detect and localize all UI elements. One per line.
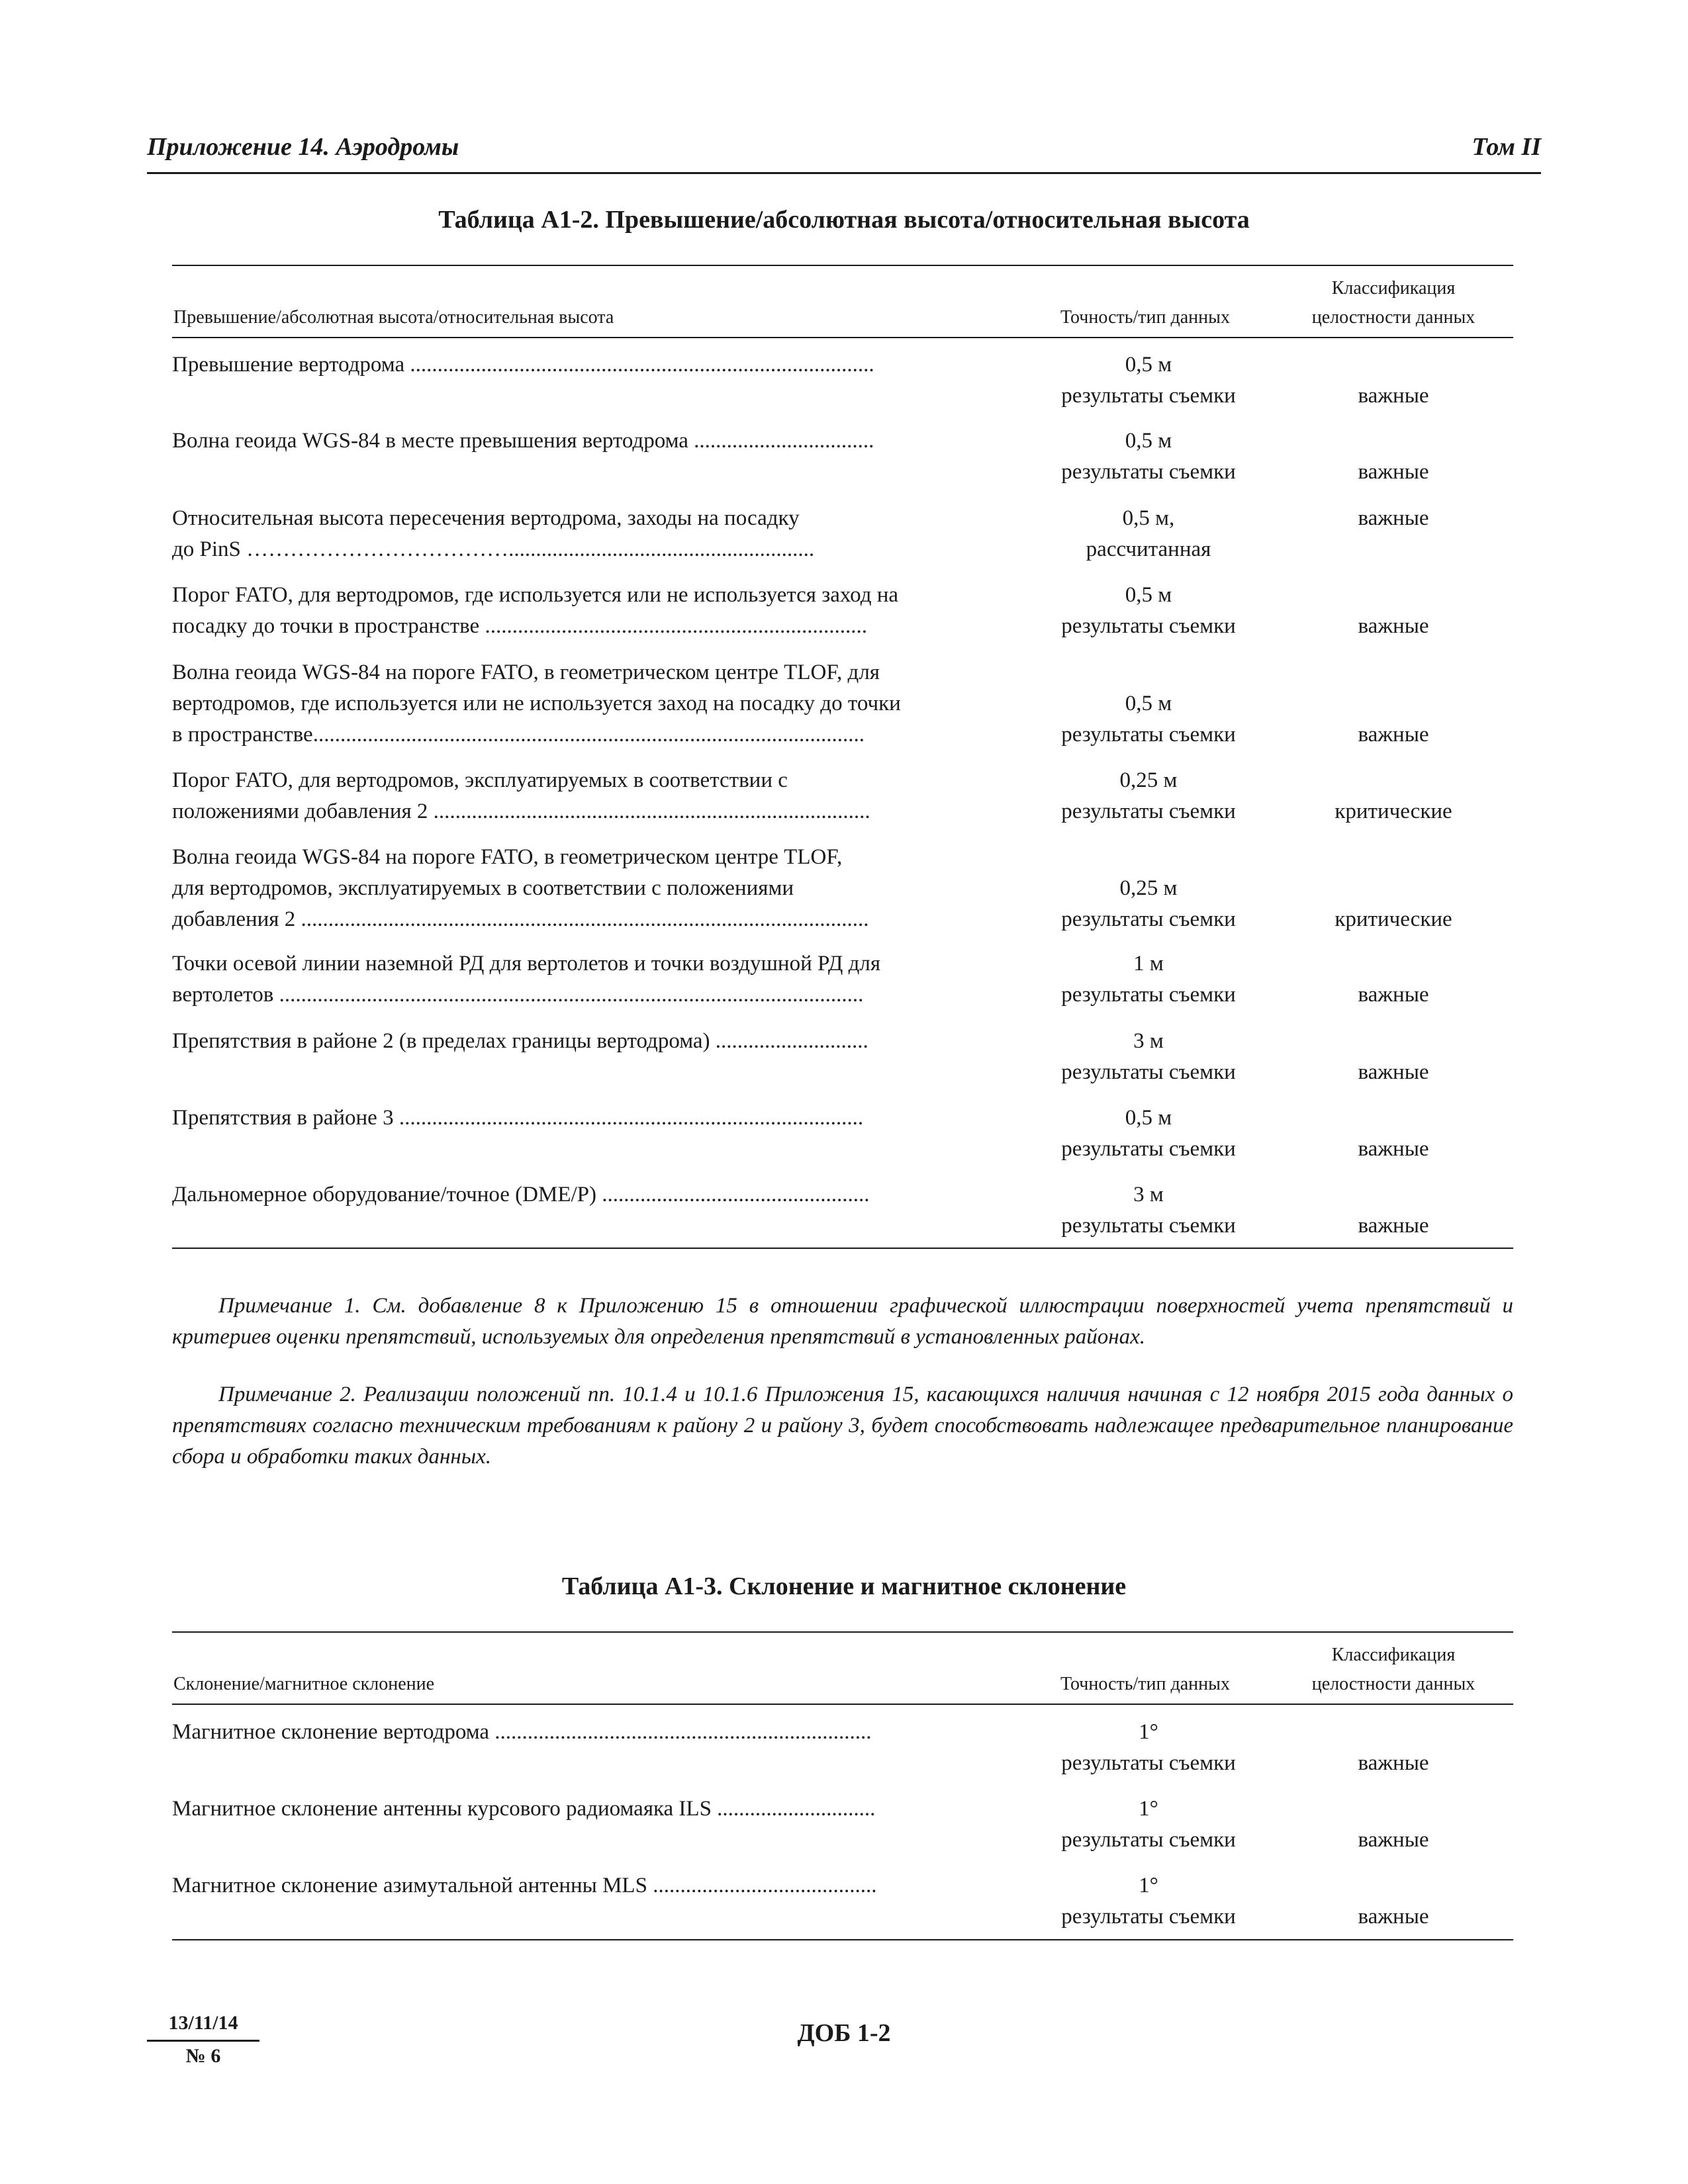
row-integrity: критические	[1335, 907, 1452, 931]
running-header-title: Приложение 14. Аэродромы	[147, 133, 459, 161]
row-integrity: важные	[1358, 1905, 1429, 1929]
note-2: Примечание 2. Реализации положений пп. 10.1.4 и 10.1.6 Приложения 15, касающихся наличия начиная с 12 ноября 2015 года данных о препятствиях согласно техническим требованиям к району 2 и району 3, будет способствовать надлежащее предварительное планирование сбора и обработки таких данных.	[172, 1383, 1513, 1469]
table-a1-3-col-accuracy: Точность/тип данных	[1060, 1674, 1230, 1694]
row-accuracy: 0,5 м	[1125, 692, 1172, 715]
row-parameter: Магнитное склонение вертодрома .....................................................................	[172, 1720, 872, 1744]
table-a1-2-col-classification-1: Классификация	[1331, 278, 1456, 298]
row-accuracy: 0,25 м	[1119, 768, 1178, 792]
row-integrity: важные	[1358, 1060, 1429, 1084]
row-data-type: результаты съемки	[1061, 1060, 1236, 1084]
table-a1-2-top-rule	[172, 265, 1513, 266]
row-parameter-cont: посадку до точки в пространстве ......................................................................	[172, 614, 867, 638]
row-integrity: важные	[1358, 1751, 1429, 1775]
row-data-type: результаты съемки	[1061, 384, 1236, 408]
row-parameter: Волна геоида WGS-84 на пороге FATO, в геометрическом центре TLOF, для	[172, 660, 880, 684]
row-parameter: Порог FATO, для вертодромов, эксплуатируемых в соответствии с	[172, 768, 788, 792]
row-parameter: Превышение вертодрома .....................................................................................	[172, 353, 874, 377]
row-integrity: важные	[1358, 506, 1429, 530]
row-integrity: важные	[1358, 983, 1429, 1007]
row-data-type: результаты съемки	[1061, 799, 1236, 823]
table-a1-2-col-parameter: Превышение/абсолютная высота/относительная высота	[173, 307, 614, 328]
table-a1-2-title: Таблица A1-2. Превышение/абсолютная высота/относительная высота	[438, 206, 1250, 234]
table-a1-2-header-rule	[172, 337, 1513, 338]
row-data-type: результаты съемки	[1061, 1751, 1236, 1775]
row-parameter: Магнитное склонение антенны курсового радиомаяка ILS .............................	[172, 1797, 876, 1821]
row-integrity: важные	[1358, 384, 1429, 408]
row-accuracy: 3 м	[1133, 1183, 1164, 1206]
row-data-type: результаты съемки	[1061, 460, 1236, 484]
row-parameter-cont: в пространстве.....................................................................................................	[172, 723, 865, 747]
row-accuracy: 0,25 м	[1119, 876, 1178, 900]
table-a1-3-col-classification-1: Классификация	[1331, 1645, 1456, 1665]
table-a1-3-bottom-rule	[172, 1939, 1513, 1940]
table-a1-3-col-classification-2: целостности данных	[1311, 1674, 1476, 1694]
row-parameter-cont: для вертодромов, эксплуатируемых в соответствии с положениями	[172, 876, 794, 900]
row-accuracy: 1°	[1139, 1720, 1158, 1744]
row-data-type: результаты съемки	[1061, 1828, 1236, 1852]
row-parameter-cont: вертолетов ...........................................................................................................	[172, 983, 864, 1007]
row-accuracy: 0,5 м	[1125, 583, 1172, 607]
row-data-type: рассчитанная	[1086, 537, 1211, 561]
row-parameter: Относительная высота пересечения вертодрома, заходы на посадку	[172, 506, 800, 530]
row-data-type: результаты съемки	[1061, 983, 1236, 1007]
row-parameter-cont: положениями добавления 2 ................................................................................	[172, 799, 870, 823]
footer-date: 13/11/14	[168, 2012, 238, 2034]
row-accuracy: 0,5 м	[1125, 429, 1172, 453]
table-a1-2-col-classification-2: целостности данных	[1311, 307, 1476, 328]
table-a1-3-header-rule	[172, 1704, 1513, 1705]
row-integrity: важные	[1358, 1214, 1429, 1238]
header-divider	[147, 172, 1541, 174]
row-accuracy: 1°	[1139, 1797, 1158, 1821]
row-integrity: критические	[1335, 799, 1452, 823]
row-parameter: Волна геоида WGS-84 в месте превышения вертодрома .................................	[172, 429, 874, 453]
row-integrity: важные	[1358, 614, 1429, 638]
row-parameter: Препятствия в районе 3 .....................................................................................	[172, 1106, 864, 1130]
row-parameter-cont: до PinS ………………………………........................................................	[172, 537, 815, 561]
row-data-type: результаты съемки	[1061, 723, 1236, 747]
row-accuracy: 3 м	[1133, 1029, 1164, 1053]
row-parameter: Препятствия в районе 2 (в пределах границы вертодрома) ............................	[172, 1029, 868, 1053]
running-header-volume: Том II	[1472, 133, 1541, 161]
row-parameter: Магнитное склонение азимутальной антенны MLS .........................................	[172, 1874, 877, 1897]
table-a1-3-col-parameter: Склонение/магнитное склонение	[173, 1674, 435, 1694]
row-parameter: Точки осевой линии наземной РД для вертолетов и точки воздушной РД для	[172, 952, 881, 976]
row-parameter: Волна геоида WGS-84 на пороге FATO, в геометрическом центре TLOF,	[172, 845, 843, 869]
page-number: ДОБ 1-2	[797, 2019, 891, 2047]
row-data-type: результаты съемки	[1061, 614, 1236, 638]
row-parameter-cont: вертодромов, где используется или не используется заход на посадку до точки	[172, 692, 901, 715]
table-a1-2-col-accuracy: Точность/тип данных	[1060, 307, 1230, 328]
row-accuracy: 0,5 м,	[1122, 506, 1175, 530]
table-a1-3-title: Таблица A1-3. Склонение и магнитное склонение	[561, 1572, 1127, 1600]
row-integrity: важные	[1358, 1137, 1429, 1161]
row-parameter-cont: добавления 2 ........................................................................................................	[172, 907, 869, 931]
row-accuracy: 0,5 м	[1125, 353, 1172, 377]
note-1: Примечание 1. См. добавление 8 к Приложению 15 в отношении графической иллюстрации поверхностей учета препятствий и критериев оценки препятствий, используемых для определения препятствий в установленных районах.	[172, 1294, 1513, 1349]
row-data-type: результаты съемки	[1061, 907, 1236, 931]
row-accuracy: 1°	[1139, 1874, 1158, 1897]
row-data-type: результаты съемки	[1061, 1905, 1236, 1929]
row-parameter: Порог FATO, для вертодромов, где используется или не используется заход на	[172, 583, 899, 607]
row-accuracy: 0,5 м	[1125, 1106, 1172, 1130]
row-data-type: результаты съемки	[1061, 1214, 1236, 1238]
row-integrity: важные	[1358, 1828, 1429, 1852]
table-a1-2-bottom-rule	[172, 1248, 1513, 1249]
row-integrity: важные	[1358, 460, 1429, 484]
row-accuracy: 1 м	[1133, 952, 1164, 976]
row-data-type: результаты съемки	[1061, 1137, 1236, 1161]
row-integrity: важные	[1358, 723, 1429, 747]
row-parameter: Дальномерное оборудование/точное (DME/P) .................................................	[172, 1183, 870, 1206]
footer-amendment-number: № 6	[185, 2045, 221, 2067]
table-a1-3-top-rule	[172, 1631, 1513, 1633]
